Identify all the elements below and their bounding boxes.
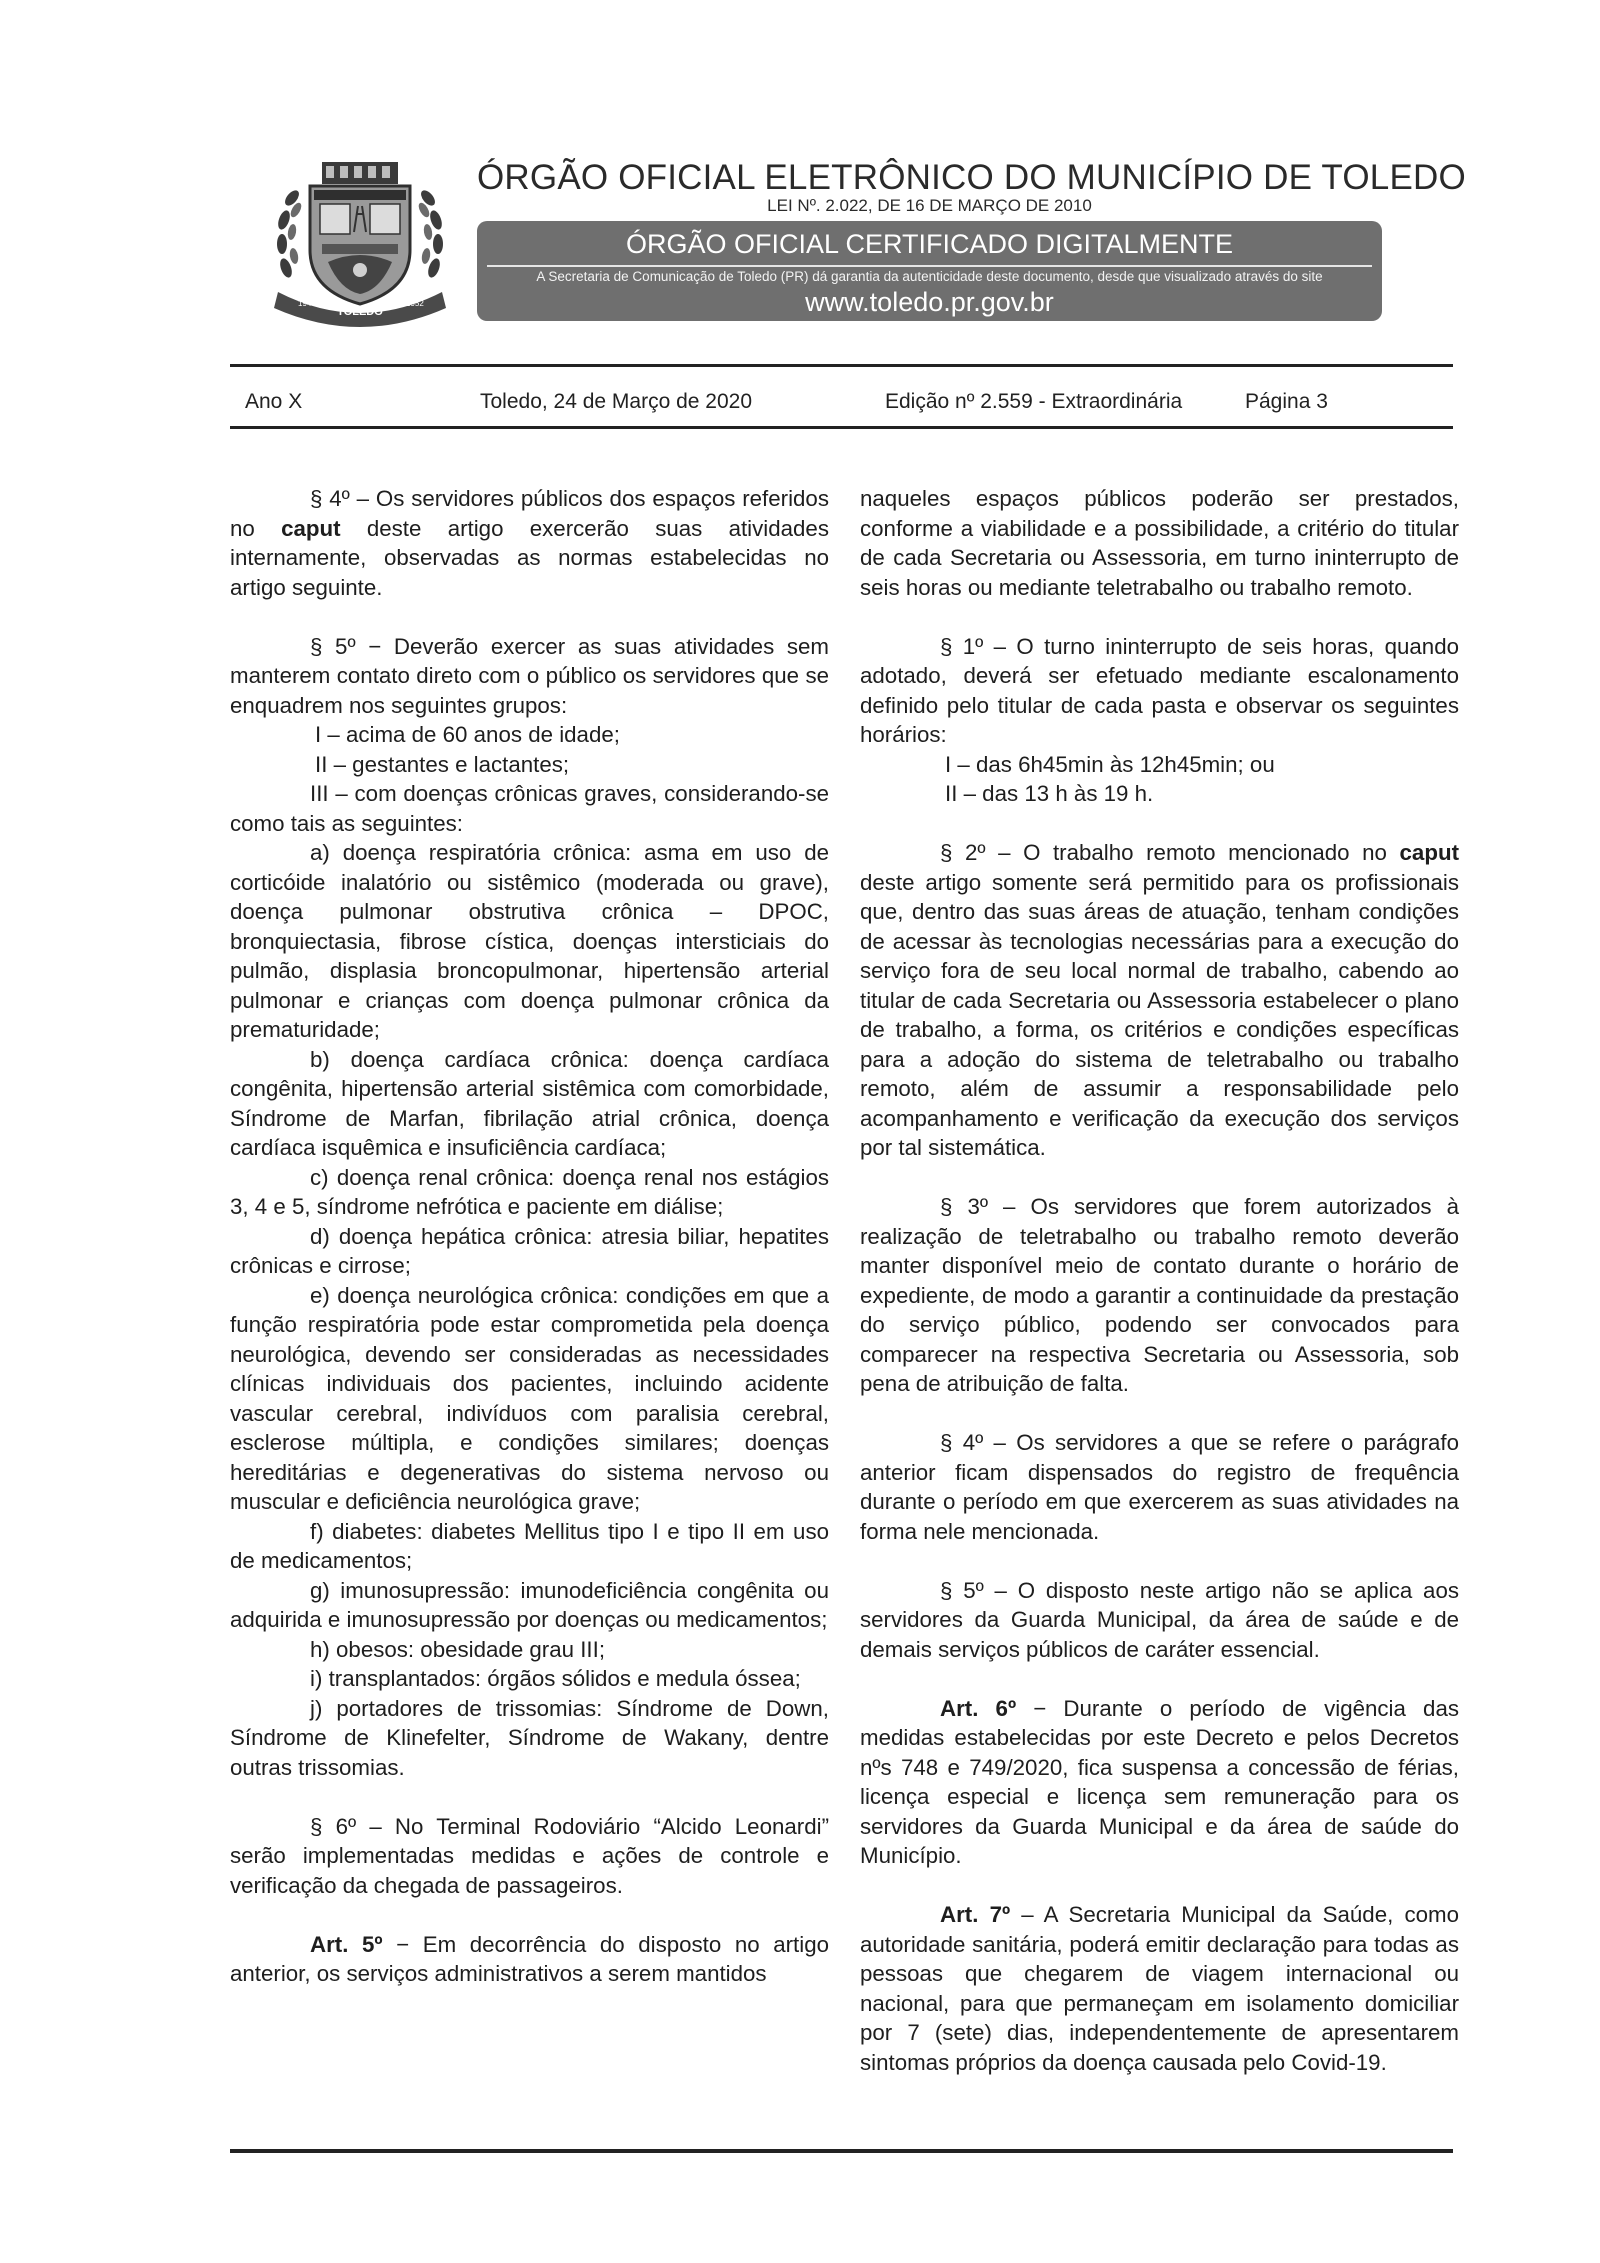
item-iii: III – com doenças crônicas graves, considerando-se como tais as seguintes: — [230, 781, 829, 836]
schedule-1: I – das 6h45min às 12h45min; ou — [945, 751, 1275, 777]
right-column — [860, 484, 1459, 2077]
meta-edition: Edição nº 2.559 - Extraordinária — [885, 390, 1183, 413]
caput-term: caput — [281, 515, 341, 541]
article-7 — [860, 1900, 1459, 2077]
authenticity-notice: A Secretaria de Comunicação de Toledo (PR) dá garantia da autenticidade deste documento, desde que visualizado através do site — [536, 269, 1323, 284]
paragraph-4-text-a: § 4º – Os servidores públicos dos espaços referidos no — [230, 486, 829, 541]
article-5-label: Art. 5º — [310, 1931, 383, 1957]
item-c: c) doença renal crônica: doença renal nos estágios 3, 4 e 5, síndrome nefrótica e paciente em diálise; — [230, 1164, 829, 1219]
meta-date: Toledo, 24 de Março de 2020 — [480, 390, 753, 413]
article-5-continuation: naqueles espaços públicos poderão ser prestados, conforme a viabilidade e a possibilidade, a critério do titular de cada Secretaria ou Assessoria, em turno ininterrupto de seis horas ou mediante teletrabalho ou trabalho remoto. — [860, 486, 1459, 600]
paragraph-1: § 1º – O turno ininterrupto de seis horas, quando adotado, deverá ser efetuado mediante escalonamento definido pelo titular de cada pasta e observar os seguintes horários: — [860, 633, 1459, 747]
paragraph-2 — [860, 838, 1459, 1163]
website-url: www.toledo.pr.gov.br — [805, 287, 1054, 317]
item-g: g) imunosupressão: imunodeficiência congênita ou adquirida e imunosupressão por doenças ou medicamentos; — [230, 1577, 829, 1632]
schedule-2: II – das 13 h às 19 h. — [945, 781, 1154, 806]
caput-term-2: caput — [1399, 840, 1459, 865]
article-5-text: − Em decorrência do disposto no artigo anterior, os serviços administrativos a serem mantidos — [230, 1931, 829, 1986]
article-7-text: – A Secretaria Municipal da Saúde, como autoridade sanitária, poderá emitir declaração para todas as pessoas que chegarem de viagem internacional ou nacional, para que permaneçam em isolamento domiciliar por 7 (sete) dias, independentemente de apresentarem sintomas próprios da doença causada pelo Covid-19. — [860, 1902, 1459, 2075]
paragraph-2-text-a: § 2º – O trabalho remoto mencionado no — [940, 840, 1400, 865]
item-f: f) diabetes: diabetes Mellitus tipo I e tipo II em uso de medicamentos; — [230, 1518, 829, 1573]
left-column — [230, 484, 829, 1989]
logo-ribbon-text: TOLEDO — [337, 306, 383, 318]
header-title: ÓRGÃO OFICIAL ELETRÔNICO DO MUNICÍPIO DE TOLEDO — [477, 158, 1466, 197]
toledo-coat-of-arms-icon — [270, 158, 450, 330]
paragraph-6: § 6º – No Terminal Rodoviário “Alcido Leonardi” serão implementadas medidas e ações de controle e verificação da chegada de passageiros. — [230, 1813, 829, 1898]
item-b: b) doença cardíaca crônica: doença cardíaca congênita, hipertensão arterial sistêmica com comorbidade, Síndrome de Marfan, fibrilação atrial crônica, doença cardíaca isquêmica e insuficiência cardíaca; — [230, 1046, 829, 1160]
item-h: h) obesos: obesidade grau III; — [310, 1636, 606, 1662]
paragraph-4 — [230, 484, 829, 602]
banner-divider — [487, 265, 1372, 267]
logo-year-left: 1946 — [298, 299, 316, 308]
header-law: LEI Nº. 2.022, DE 16 DE MARÇO DE 2010 — [767, 196, 1092, 215]
header-rule-top — [230, 364, 1453, 367]
paragraph-3: § 3º – Os servidores que forem autorizados à realização de teletrabalho ou trabalho remoto deverão manter disponível meio de contato durante o horário de expediente, de modo a garantir a continuidade da prestação do serviço público, podendo ser convocados para comparecer na respectiva Secretaria ou Assessoria, sob pena de atribuição de falta. — [860, 1194, 1459, 1396]
item-a: a) doença respiratória crônica: asma em uso de corticóide inalatório ou sistêmico (moderada ou grave), doença pulmonar obstrutiva crônica – DPOC, bronquiectasia, fibrose cística, doenças intersticiais do pulmão, displasia broncopulmonar, hipertensão arterial pulmonar e crianças com doença pulmonar crônica da prematuridade; — [230, 840, 829, 1042]
article-7-label: Art. 7º — [940, 1902, 1011, 1927]
paragraph-4-text-b: deste artigo exercerão suas atividades internamente, observadas as normas estabelecidas no artigo seguinte. — [230, 515, 829, 600]
item-d: d) doença hepática crônica: atresia biliar, hepatites crônicas e cirrose; — [230, 1223, 829, 1278]
header-rule-bottom — [230, 426, 1453, 429]
paragraph-5: § 5º − Deverão exercer as suas atividades sem manterem contato direto com o público os servidores que se enquadrem nos seguintes grupos: — [230, 633, 829, 718]
article-5 — [230, 1930, 829, 1989]
item-i-transplant: i) transplantados: órgãos sólidos e medula óssea; — [310, 1666, 801, 1691]
footer-rule — [230, 2149, 1453, 2153]
meta-page: Página 3 — [1245, 390, 1328, 413]
meta-year: Ano X — [245, 390, 303, 413]
certification-banner — [477, 221, 1382, 321]
item-e: e) doença neurológica crônica: condições em que a função respiratória pode estar comprometida pela doença neurológica, devendo ser consideradas as necessidades clínicas individuais dos pacientes, incluindo acidente vascular cerebral, indivíduos com paralisia cerebral, esclerose múltipla, e condições similares; doenças hereditárias e degenerativas do sistema nervoso ou muscular e deficiência neurológica grave; — [230, 1282, 829, 1514]
article-6 — [860, 1694, 1459, 1871]
article-6-label: Art. 6º — [940, 1695, 1017, 1721]
paragraph-5-right: § 5º – O disposto neste artigo não se aplica aos servidores da Guarda Municipal, da área de saúde e de demais serviços públicos de caráter essencial. — [860, 1577, 1459, 1662]
logo-year-right: 1952 — [406, 299, 424, 308]
certified-label: ÓRGÃO OFICIAL CERTIFICADO DIGITALMENTE — [625, 229, 1234, 259]
item-ii: II – gestantes e lactantes; — [315, 751, 570, 777]
article-6-text: − Durante o período de vigência das medidas estabelecidas por este Decreto e pelos Decretos nºs 748 e 749/2020, fica suspensa a concessão de férias, licença especial e licença sem remuneração para os servidores da Guarda Municipal e da área de saúde do Município. — [860, 1695, 1459, 1868]
paragraph-4-right: § 4º – Os servidores a que se refere o parágrafo anterior ficam dispensados do registro de frequência durante o período em que exercerem as suas atividades na forma nele mencionada. — [860, 1430, 1459, 1544]
paragraph-2-text-b: deste artigo somente será permitido para os profissionais que, dentro das suas áreas de atuação, tenham condições de acessar às tecnologias necessárias para a execução do serviço fora de seu local normal de trabalho, cabendo ao titular de cada Secretaria ou Assessoria estabelecer o plano de trabalho, a forma, os critérios e condições específicas para a adoção do sistema de teletrabalho ou trabalho remoto, além de assumir a responsabilidade pelo acompanhamento e verificação da execução dos serviços por tal sistemática. — [860, 869, 1459, 1160]
item-j: j) portadores de trissomias: Síndrome de Down, Síndrome de Klinefelter, Síndrome de Wakany, dentre outras trissomias. — [230, 1695, 829, 1780]
item-i: I – acima de 60 anos de idade; — [315, 722, 620, 747]
